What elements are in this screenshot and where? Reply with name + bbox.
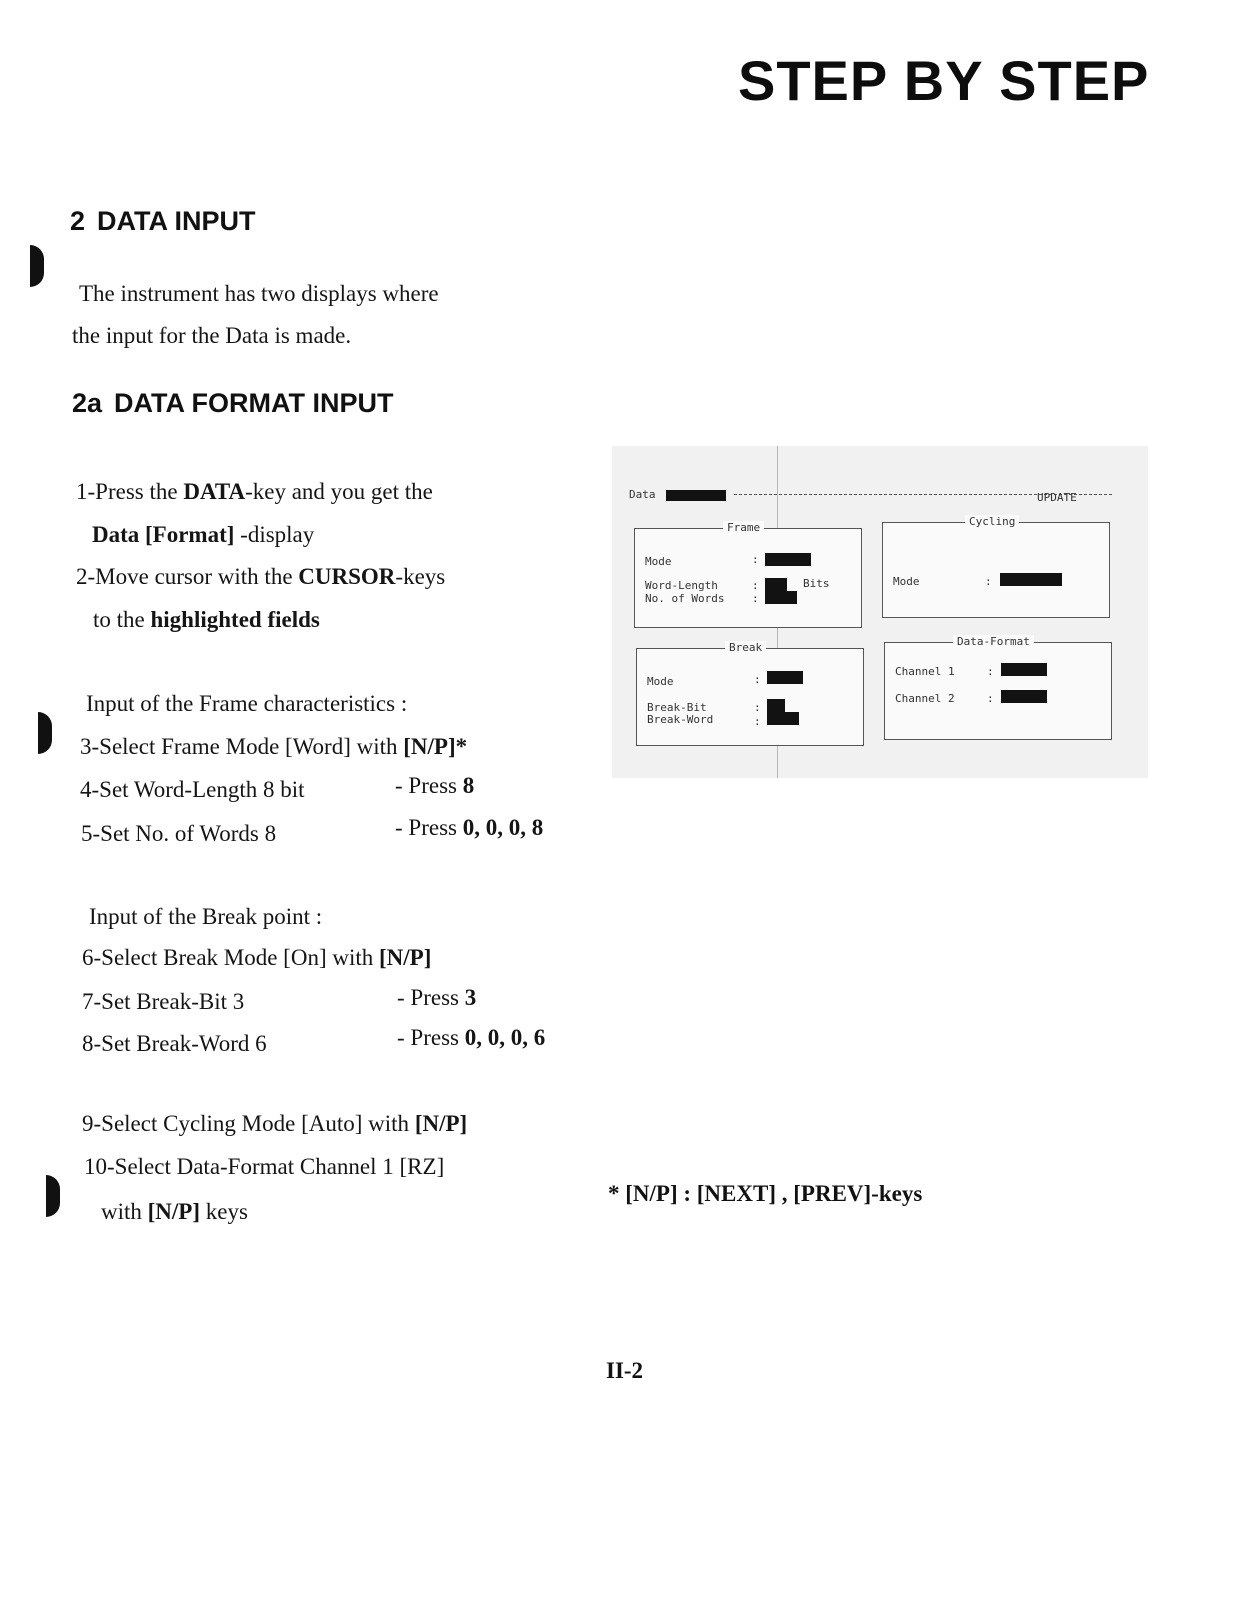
cycling-mode-highlight-field xyxy=(1000,573,1062,586)
margin-marker xyxy=(38,712,52,754)
step-text: 1-Press the xyxy=(76,479,184,504)
step-1 xyxy=(76,480,433,503)
word-length-highlight-field xyxy=(765,578,787,591)
break-box-title: Break xyxy=(725,641,766,654)
key-name: DATA xyxy=(183,479,246,504)
step-7-action xyxy=(397,986,476,1009)
display-header xyxy=(629,488,726,501)
break-mode-label: Mode xyxy=(647,675,674,688)
step-8: 8-Set Break-Word 6 xyxy=(82,1031,267,1056)
step-8-action xyxy=(397,1026,545,1049)
break-bit-colon: : xyxy=(754,701,761,714)
bits-unit: Bits xyxy=(803,577,830,590)
action-text: - Press xyxy=(395,815,463,840)
step-4-action xyxy=(395,774,474,797)
words-colon: : xyxy=(752,592,759,605)
cycling-mode-label: Mode xyxy=(893,575,920,588)
cycling-box xyxy=(882,515,1110,618)
key-name: 3 xyxy=(464,985,477,1010)
step-text: 3-Select Frame Mode [Word] with xyxy=(80,734,404,759)
frame-mode-label: Mode xyxy=(645,555,672,568)
step-text: 6-Select Break Mode [On] with xyxy=(82,945,380,970)
key-name: 0, 0, 0, 6 xyxy=(464,1025,546,1050)
margin-marker xyxy=(46,1175,60,1217)
action-text: - Press xyxy=(395,773,463,798)
step-text: 2-Move cursor with the xyxy=(76,564,299,589)
frame-box xyxy=(634,521,862,628)
data-format-box xyxy=(884,635,1112,740)
subsection-title: DATA FORMAT INPUT xyxy=(114,388,394,418)
step-6 xyxy=(82,946,431,969)
intro-line-2: the input for the Data is made. xyxy=(72,323,352,348)
margin-marker xyxy=(30,245,44,287)
step-text: 9-Select Cycling Mode [Auto] with xyxy=(82,1111,415,1136)
subsection-heading xyxy=(72,388,394,419)
key-name: [N/P] xyxy=(379,945,432,970)
key-name: [N/P]* xyxy=(403,734,468,759)
data-format-box-title: Data-Format xyxy=(953,635,1034,648)
frame-intro: Input of the Frame characteristics : xyxy=(86,691,408,716)
words-highlight-field xyxy=(765,591,797,604)
section-number: 2 xyxy=(70,206,86,236)
step-text: -display xyxy=(234,522,315,547)
channel-1-highlight-field xyxy=(1001,663,1047,676)
page-title: STEP BY STEP xyxy=(738,49,1150,112)
format-highlight-field xyxy=(666,490,726,501)
instrument-display xyxy=(612,446,1148,778)
page-number: II-2 xyxy=(606,1358,644,1383)
step-7: 7-Set Break-Bit 3 xyxy=(82,989,245,1014)
break-box xyxy=(636,641,864,746)
word-length-colon: : xyxy=(752,579,759,592)
break-word-colon: : xyxy=(754,715,761,728)
action-text: - Press xyxy=(397,1025,465,1050)
step-4: 4-Set Word-Length 8 bit xyxy=(80,777,305,802)
action-text: - Press xyxy=(397,985,465,1010)
highlight-text: highlighted fields xyxy=(150,607,320,632)
section-heading xyxy=(70,206,256,237)
cycling-box-title: Cycling xyxy=(965,515,1019,528)
step-text: to the xyxy=(93,607,151,632)
channel-2-highlight-field xyxy=(1001,690,1047,703)
break-intro: Input of the Break point : xyxy=(89,904,323,929)
cycling-mode-colon: : xyxy=(985,575,992,588)
step-5: 5-Set No. of Words 8 xyxy=(81,821,277,846)
step-text: with xyxy=(101,1199,148,1224)
display-name: Data [Format] xyxy=(92,522,235,547)
step-10-continued xyxy=(101,1200,248,1223)
step-9 xyxy=(82,1112,467,1135)
step-3 xyxy=(80,735,467,758)
break-bit-label: Break-Bit xyxy=(647,701,707,714)
display-title: Data xyxy=(629,488,656,501)
step-5-action xyxy=(395,816,543,839)
key-name: 0, 0, 0, 8 xyxy=(462,815,544,840)
step-1-continued xyxy=(92,523,314,546)
step-2-continued xyxy=(93,608,320,631)
step-10: 10-Select Data-Format Channel 1 [RZ] xyxy=(84,1154,445,1179)
step-text: keys xyxy=(200,1199,248,1224)
step-text: -keys xyxy=(395,564,446,589)
words-label: No. of Words xyxy=(645,592,725,605)
intro-line-1: The instrument has two displays where xyxy=(79,281,439,306)
footnote: * [N/P] : [NEXT] , [PREV]-keys xyxy=(608,1181,923,1206)
channel-1-colon: : xyxy=(987,665,994,678)
channel-2-colon: : xyxy=(987,692,994,705)
step-2 xyxy=(76,565,445,588)
key-name: CURSOR xyxy=(298,564,396,589)
frame-mode-highlight-field xyxy=(765,553,811,566)
break-mode-highlight-field xyxy=(767,671,803,684)
step-text: -key and you get the xyxy=(245,479,433,504)
display-status: UPDATE xyxy=(1037,491,1077,504)
channel-1-label: Channel 1 xyxy=(895,665,955,678)
key-name: [N/P] xyxy=(414,1111,468,1136)
channel-2-label: Channel 2 xyxy=(895,692,955,705)
key-name: [N/P] xyxy=(147,1199,201,1224)
frame-box-title: Frame xyxy=(723,521,764,534)
break-word-label: Break-Word xyxy=(647,713,714,726)
break-mode-colon: : xyxy=(754,673,761,686)
break-word-highlight-field xyxy=(767,712,799,725)
section-title: DATA INPUT xyxy=(97,206,256,236)
frame-mode-colon: : xyxy=(752,553,759,566)
key-name: 8 xyxy=(462,773,475,798)
word-length-label: Word-Length xyxy=(645,579,718,592)
subsection-number: 2a xyxy=(72,388,103,418)
break-bit-highlight-field xyxy=(767,699,785,712)
